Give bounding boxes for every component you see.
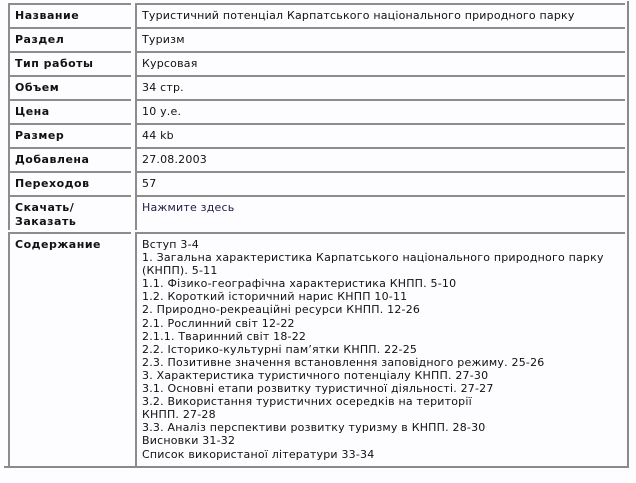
value-type: Курсовая <box>135 51 625 75</box>
toc-line: 3.1. Основні етапи розвитку туристичної діяльності. 27-27 <box>142 382 494 396</box>
label-volume: Объем <box>8 75 131 99</box>
label-size: Размер <box>8 123 131 147</box>
label-section: Раздел <box>8 27 131 51</box>
toc-line: 3. Характеристика туристичного потенціалу КНПП. 27-30 <box>142 368 489 382</box>
toc-line: 1.1. Фізико-географічна характеристика КНПП. 5-10 <box>142 277 457 291</box>
label-download <box>8 195 131 230</box>
toc-line: 3.2. Використання туристичних осередків на території <box>142 395 472 409</box>
toc-line: 2. Природно-рекреаційні ресурси КНПП. 12-26 <box>142 303 421 317</box>
toc-line: Вступ 3-4 <box>142 238 199 251</box>
toc-line: 2.1.1. Тваринний світ 18-22 <box>142 329 307 343</box>
value-section: Туризм <box>135 27 625 51</box>
label-type: Тип работы <box>8 51 131 75</box>
toc-line: 2.3. Позитивне значення встановлення заповідного режиму. 25-26 <box>142 355 545 369</box>
value-contents <box>135 232 625 466</box>
label-visits: Переходов <box>8 171 131 195</box>
label-contents: Содержание <box>8 232 131 466</box>
label-title: Название <box>8 3 131 27</box>
download-label-line2: Заказать <box>15 215 77 228</box>
label-added: Добавлена <box>8 147 131 171</box>
info-table <box>4 1 629 468</box>
toc-line: 2.1. Рослинний світ 12-22 <box>142 316 295 330</box>
toc-line: 3.3. Аналіз перспективи розвитку туризму в КНПП. 28-30 <box>142 421 486 435</box>
label-price: Цена <box>8 99 131 123</box>
toc-line: КНПП. 27-28 <box>142 408 216 422</box>
download-link[interactable]: Нажмите здесь <box>142 201 235 214</box>
value-title: Туристичний потенціал Карпатського національного природного парку <box>135 3 625 27</box>
value-size: 44 kb <box>135 123 625 147</box>
toc-line: (КНПП). 5-11 <box>142 264 218 278</box>
toc-line: Висновки 31-32 <box>142 434 236 448</box>
value-visits: 57 <box>135 171 625 195</box>
toc-line: 1.2. Короткий історичний нарис КНПП 10-11 <box>142 290 408 304</box>
value-price: 10 у.е. <box>135 99 625 123</box>
value-added: 27.08.2003 <box>135 147 625 171</box>
value-download <box>135 195 625 230</box>
download-label-line1: Скачать/ <box>15 201 75 214</box>
toc-line: 1. Загальна характеристика Карпатського національного природного парку <box>142 251 604 265</box>
toc-line: 2.2. Історико-культурні пам’ятки КНПП. 22-25 <box>142 342 418 356</box>
value-volume: 34 стр. <box>135 75 625 99</box>
toc-line: Список використаної літератури 33-34 <box>142 447 375 461</box>
